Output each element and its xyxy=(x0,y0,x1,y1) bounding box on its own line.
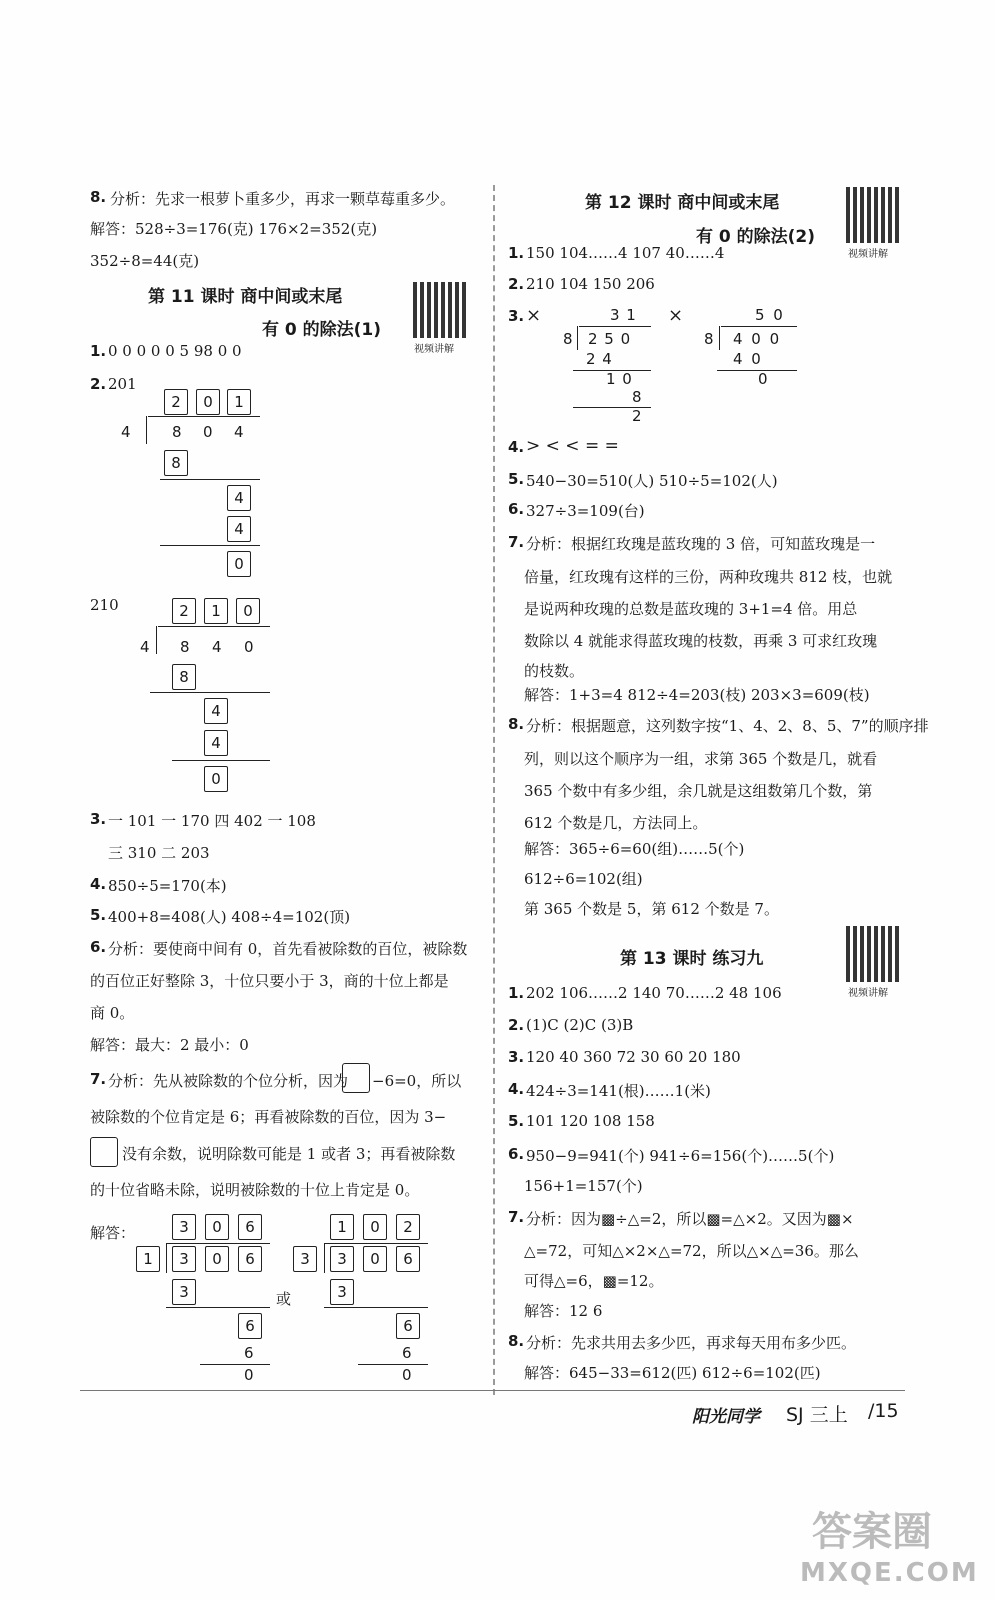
analysis-text: 分析：因为▩÷△=2，所以▩=△×2。又因为▩× xyxy=(526,1210,854,1228)
blank-box xyxy=(342,1063,370,1093)
step-digit: 2 4 xyxy=(586,350,613,368)
quotient-digit: 0 xyxy=(236,598,260,624)
q-number: 7. xyxy=(90,1070,107,1088)
q-number: 3. xyxy=(90,810,107,828)
q-number: 8. xyxy=(90,188,107,206)
quotient-digit: 1 xyxy=(204,598,228,624)
lesson-title: 第 11 课时 商中间或末尾 xyxy=(148,287,343,307)
answer-text: 解答：最大：2 最小：0 xyxy=(90,1036,249,1054)
qr-code-icon[interactable] xyxy=(413,282,469,338)
q-number: 6. xyxy=(508,1145,525,1163)
q-number: 6. xyxy=(508,500,525,518)
q-number: 4. xyxy=(508,438,525,456)
lesson-title: 第 13 课时 练习九 xyxy=(620,949,764,969)
analysis-text: △=72，可知△×2×△=72，所以△×△=36。那么 xyxy=(524,1242,859,1260)
analysis-text: 分析：要使商中间有 0，首先看被除数的百位，被除数 xyxy=(108,940,468,958)
quotient-digit: 2 xyxy=(172,598,196,624)
q-number: 7. xyxy=(508,1208,525,1226)
blank-box xyxy=(90,1137,118,1167)
grade-label: SJ 三上 xyxy=(786,1404,848,1426)
analysis-text: 商 0。 xyxy=(90,1004,135,1022)
answer-text: 612÷6=102(组) xyxy=(524,870,643,888)
divisor-box: 3 xyxy=(293,1246,317,1272)
answer-text: (1)C (2)C (3)B xyxy=(526,1016,634,1034)
q-number: 8. xyxy=(508,1332,525,1350)
brand-logo: 阳光同学 xyxy=(692,1407,760,1427)
dividend-digit: 8 xyxy=(180,638,190,656)
answer-text: 950−9=941(个) 941÷6=156(个)……5(个) xyxy=(526,1147,835,1165)
quotient-digit: 0 xyxy=(205,1214,229,1240)
qr-label: 视频讲解 xyxy=(848,249,888,260)
lesson-title: 第 12 课时 商中间或末尾 xyxy=(585,193,780,213)
analysis-text: −6=0，所以 xyxy=(372,1072,462,1090)
answer-text: 352÷8=44(克) xyxy=(90,252,200,270)
analysis-text: 的十位省略未除，说明被除数的十位上肯定是 0。 xyxy=(90,1181,420,1199)
dividend-digit: 8 xyxy=(172,423,182,441)
answer-text: 850÷5=170(本) xyxy=(108,877,227,895)
answer-text: 第 365 个数是 5，第 612 个数是 7。 xyxy=(524,900,779,918)
quotient-digit: 6 xyxy=(238,1214,262,1240)
analysis-text: 倍量，红玫瑰有这样的三份，两种玫瑰共 812 枝，也就 xyxy=(524,568,893,586)
lesson-subtitle: 有 0 的除法(2) xyxy=(696,227,816,247)
cross-mark: × xyxy=(668,305,684,326)
dividend-digit: 6 xyxy=(238,1246,262,1272)
answer-text: 327÷3=109(台) xyxy=(526,502,645,520)
answer-text: 101 120 108 158 xyxy=(526,1112,655,1130)
step-digit: 4 xyxy=(227,485,251,511)
answer-label: 210 xyxy=(90,596,119,614)
q-number: 8. xyxy=(508,715,525,733)
analysis-text: 分析：先求共用去多少匹，再求每天用布多少匹。 xyxy=(526,1334,857,1352)
q-number: 3. xyxy=(508,1048,525,1066)
divisor: 8 xyxy=(704,330,714,348)
answer-text: 540−30=510(人) 510÷5=102(人) xyxy=(526,472,778,490)
divisor-box: 1 xyxy=(136,1246,160,1272)
q-number: 7. xyxy=(508,533,525,551)
q-number: 6. xyxy=(90,938,107,956)
step-digit: 0 xyxy=(758,370,768,388)
analysis-text: 分析：先从被除数的个位分析，因为 xyxy=(108,1072,349,1090)
answer-text: 三 310 二 203 xyxy=(108,844,210,862)
q-number: 1. xyxy=(90,342,107,360)
answer-label: 201 xyxy=(108,375,137,393)
analysis-text: 365 个数中有多少组，余几就是这组数第几个数，第 xyxy=(524,782,873,800)
step-digit: 6 xyxy=(396,1313,420,1339)
step-digit: 6 xyxy=(244,1344,254,1362)
dividend-digit: 4 xyxy=(234,423,244,441)
quotient: 3 1 xyxy=(610,306,637,324)
qr-code-icon[interactable] xyxy=(846,187,902,243)
analysis-text: 的枝数。 xyxy=(524,662,585,680)
quotient-digit: 2 xyxy=(164,389,188,415)
q-number: 3. xyxy=(508,307,525,325)
answer-text: 210 104 150 206 xyxy=(526,275,655,293)
answer-text: 120 40 360 72 30 60 20 180 xyxy=(526,1048,741,1066)
q-number: 5. xyxy=(90,906,107,924)
step-digit: 4 xyxy=(227,516,251,542)
analysis-text: 被除数的个位肯定是 6；再看被除数的百位，因为 3− xyxy=(90,1108,447,1126)
quotient-digit: 3 xyxy=(172,1214,196,1240)
dividend-digit: 0 xyxy=(363,1246,387,1272)
q-number: 5. xyxy=(508,1112,525,1130)
divisor: 8 xyxy=(563,330,573,348)
analysis-text: 分析：根据红玫瑰是蓝玫瑰的 3 倍，可知蓝玫瑰是一 xyxy=(526,535,876,553)
answer-text: > < < = = xyxy=(526,436,619,456)
dividend-digit: 0 xyxy=(205,1246,229,1272)
column-divider xyxy=(493,185,495,1395)
answer-text: 202 106……2 140 70……2 48 106 xyxy=(526,984,782,1002)
watermark-url: MXQE.COM xyxy=(800,1558,979,1588)
step-digit: 0 xyxy=(227,551,251,577)
answer-text: 400+8=408(人) 408÷4=102(顶) xyxy=(108,908,351,926)
analysis-text: 列，则以这个顺序为一组，求第 365 个数是几，就看 xyxy=(524,750,878,768)
footer-rule xyxy=(80,1390,905,1391)
lesson-subtitle: 有 0 的除法(1) xyxy=(262,320,382,340)
dividend-digit: 4 xyxy=(212,638,222,656)
answer-text: 解答：365÷6=60(组)……5(个) xyxy=(524,840,745,858)
divisor: 4 xyxy=(121,423,131,441)
answer-text: 156+1=157(个) xyxy=(524,1177,643,1195)
dividend: 4 0 0 xyxy=(733,330,782,348)
dividend-digit: 3 xyxy=(330,1246,354,1272)
step-digit: 2 xyxy=(632,407,642,425)
analysis-text: 的百位正好整除 3，十位只要小于 3，商的十位上都是 xyxy=(90,972,449,990)
dividend-digit: 0 xyxy=(203,423,213,441)
answer-text: 解答：645−33=612(匹) 612÷6=102(匹) xyxy=(524,1364,821,1382)
analysis-text: 可得△=6，▩=12。 xyxy=(524,1272,664,1290)
step-digit: 4 0 xyxy=(733,350,763,368)
analysis-text: 分析：根据题意，这列数字按“1、4、2、8、5、7”的顺序排 xyxy=(526,717,929,735)
quotient-digit: 0 xyxy=(363,1214,387,1240)
divisor: 4 xyxy=(140,638,150,656)
q-number: 2. xyxy=(508,275,525,293)
step-digit: 4 xyxy=(204,730,228,756)
q-number: 5. xyxy=(508,470,525,488)
step-digit: 0 xyxy=(402,1366,412,1384)
qr-code-icon[interactable] xyxy=(846,926,902,982)
analysis-text: 数除以 4 就能求得蓝玫瑰的枝数，再乘 3 可求红玫瑰 xyxy=(524,632,878,650)
q-number: 4. xyxy=(508,1080,525,1098)
watermark-logo: 答案圈 xyxy=(812,1509,932,1555)
q-number: 1. xyxy=(508,244,525,262)
answer-text: 解答：528÷3=176(克) 176×2=352(克) xyxy=(90,220,378,238)
quotient: 5 0 xyxy=(755,306,785,324)
quotient-digit: 0 xyxy=(196,389,220,415)
step-digit: 8 xyxy=(164,450,188,476)
step-digit: 0 xyxy=(244,1366,254,1384)
page-number: /15 xyxy=(868,1400,899,1422)
qr-label: 视频讲解 xyxy=(414,344,454,355)
step-digit: 3 xyxy=(172,1279,196,1305)
answer-text: 0 0 0 0 0 5 98 0 0 xyxy=(108,342,242,360)
quotient-digit: 1 xyxy=(330,1214,354,1240)
answer-label: 解答： xyxy=(90,1224,136,1242)
dividend-digit: 3 xyxy=(172,1246,196,1272)
step-digit: 8 xyxy=(172,664,196,690)
analysis-text: 是说两种玫瑰的总数是蓝玫瑰的 3+1=4 倍。用总 xyxy=(524,600,858,618)
answer-text: 150 104……4 107 40……4 xyxy=(526,244,725,262)
dividend: 2 5 0 xyxy=(588,330,632,348)
analysis-text: 612 个数是几，方法同上。 xyxy=(524,814,708,832)
step-digit: 8 xyxy=(632,388,642,406)
step-digit: 4 xyxy=(204,698,228,724)
step-digit: 6 xyxy=(402,1344,412,1362)
answer-text: 一 101 一 170 四 402 一 108 xyxy=(108,812,316,830)
analysis-text: 没有余数，说明除数可能是 1 或者 3；再看被除数 xyxy=(122,1145,456,1163)
quotient-digit: 1 xyxy=(227,389,251,415)
analysis-text: 分析：先求一根萝卜重多少，再求一颗草莓重多少。 xyxy=(110,190,456,208)
answer-text: 解答：1+3=4 812÷4=203(枝) 203×3=609(枝) xyxy=(524,686,870,704)
q-number: 1. xyxy=(508,984,525,1002)
q-number: 2. xyxy=(90,375,107,393)
or-text: 或 xyxy=(276,1290,292,1308)
answer-text: 424÷3=141(根)……1(米) xyxy=(526,1082,711,1100)
qr-label: 视频讲解 xyxy=(848,988,888,999)
q-number: 2. xyxy=(508,1016,525,1034)
q-number: 4. xyxy=(90,875,107,893)
step-digit: 1 0 xyxy=(606,370,633,388)
answer-text: 解答：12 6 xyxy=(524,1302,603,1320)
cross-mark: × xyxy=(526,305,542,326)
step-digit: 3 xyxy=(330,1279,354,1305)
step-digit: 0 xyxy=(204,766,228,792)
dividend-digit: 0 xyxy=(244,638,254,656)
step-digit: 6 xyxy=(238,1313,262,1339)
dividend-digit: 6 xyxy=(396,1246,420,1272)
quotient-digit: 2 xyxy=(396,1214,420,1240)
